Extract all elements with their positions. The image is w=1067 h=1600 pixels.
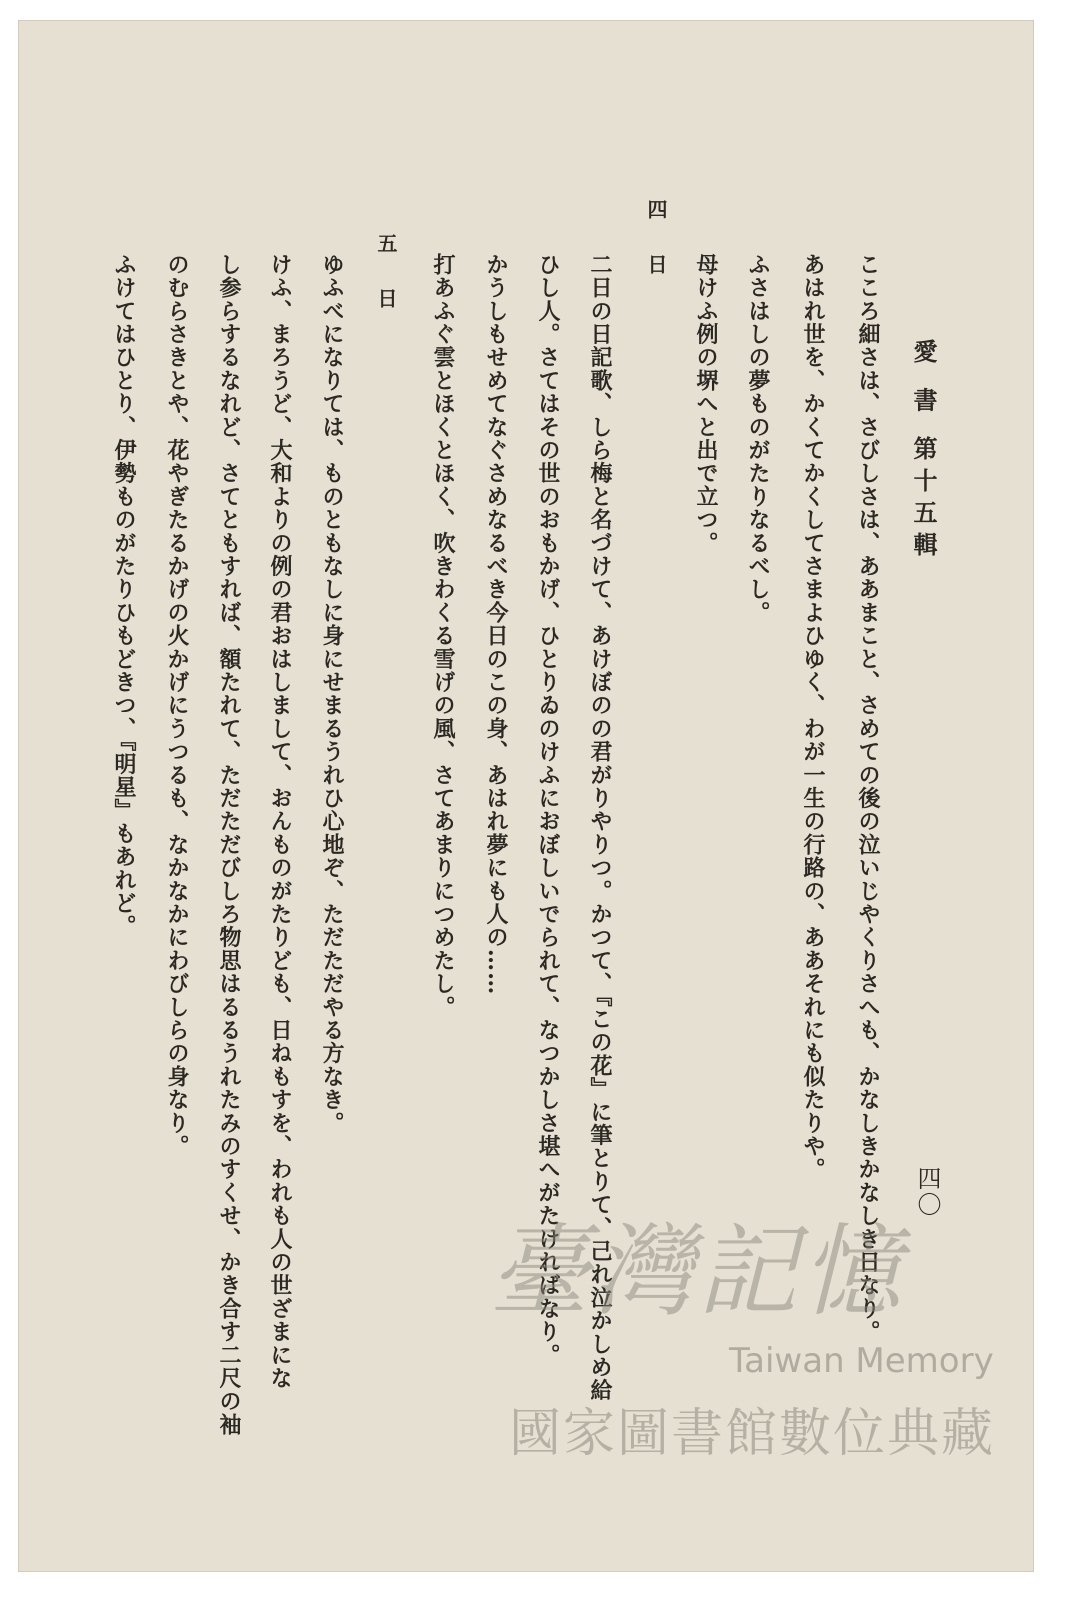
running-header: 愛 書 第十五輯 — [909, 339, 938, 564]
text-line: 打あふぐ雲とほくとほく、吹きわくる雪げの風、さてあまりにつめたし。 — [430, 253, 456, 1019]
text-line: のむらさきとや、花やぎたるかげの火かげにうつるも、なかなかにわびしらの身なり。 — [164, 253, 190, 1158]
text-line: 二日の日記歌、しら梅と名づけて、あけぼのの君がりやりつ。かつて、『この花』に筆とりて、己れ泣かしめ給 — [587, 253, 613, 1402]
text-line: し参らするなれど、さてともすれば、額たれて、ただただびしろ物思はるるうれたみのすくせ、かき合す二尺の袖 — [216, 253, 242, 1437]
watermark — [489, 1191, 1009, 1491]
text-line: あはれ世を、かくてかくしてさまよひゆく、わが一生の行路の、ああそれにも似たりや。 — [800, 253, 826, 1181]
text-line: ゆふべになりては、ものともなしに身にせまるうれひ心地ぞ、ただただやる方なき。 — [319, 253, 345, 1135]
text-line: ひし人。さてはその世のおもかげ、ひとりゐのけふにおぼしいでられて、なつかしさ堪へがたければなり。 — [535, 253, 561, 1367]
text-line: ふけてはひとり、伊勢ものがたりひもどきつ、『明星』もあれど。 — [111, 253, 137, 938]
text-line: かうしもせめてなぐさめなるべき今日のこの身、あはれ夢にも人の…… — [483, 253, 509, 996]
section-heading-day4: 四 日 — [644, 199, 668, 288]
document-page — [18, 20, 1034, 1572]
watermark-subtitle: 國家圖書館數位典藏 — [509, 1404, 996, 1464]
text-line: ふさはしの夢ものがたりなるべし。 — [745, 253, 771, 625]
page-number: 四〇 — [913, 1166, 941, 1218]
section-heading-day5: 五 日 — [374, 233, 398, 322]
text-line: こころ細さは、さびしさは、ああまこと、さめての後の泣いじやくりさへも、かなしきかなしき日なり。 — [855, 253, 881, 1344]
text-line: けふ、まろうど、大和よりの例の君おはしまして、おんものがたりども、日ねもすを、われも人の世ざまにな — [267, 253, 293, 1390]
text-line: 母けふ例の堺へと出で立つ。 — [693, 253, 719, 555]
watermark-english: Taiwan Memory — [729, 1341, 994, 1381]
watermark-logo: 臺灣記憶 — [489, 1213, 905, 1330]
